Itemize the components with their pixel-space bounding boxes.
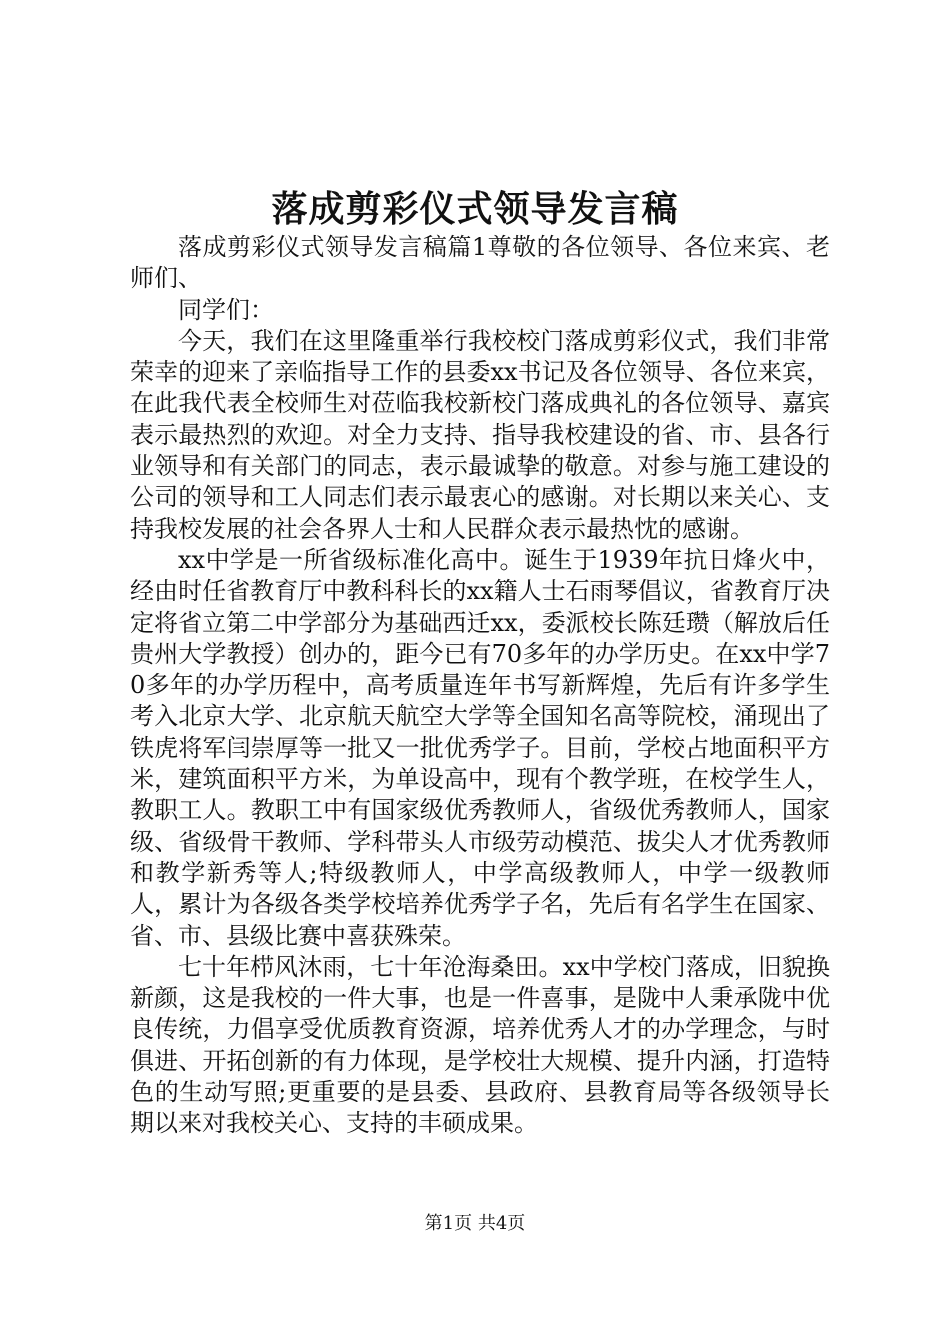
document-body [130, 232, 830, 1140]
paragraph-greeting: 落成剪彩仪式领导发言稿篇1尊敬的各位领导、各位来宾、老师们、 [130, 233, 830, 293]
paragraph-school-history: xx中学是一所省级标准化高中。诞生于1939年抗日烽火中，经由时任省教育厅中教科科长的xx籍人士石雨琴倡议，省教育厅决定将省立第二中学部分为基础西迁xx，委派校长陈廷瓒（解放后任贵州大学教授）创办的，距今已有70多年的办学历史。在xx中学70多年的办学历程中，高考质量连年书写新辉煌，先后有许多学生考入北京大学、北京航天航空大学等全国知名高等院校，涌现出了铁虎将军闫崇厚等一批又一批优秀学子。目前，学校占地面积平方米，建筑面积平方米，为单设高中，现有个教学班，在校学生人，教职工人。教职工中有国家级优秀教师人，省级优秀教师人，国家级、省级骨干教师、学科带头人市级劳动模范、拔尖人才优秀教师和教学新秀等人;特级教师人，中学高级教师人，中学一级教师人，累计为各级各类学校培养优秀学子名，先后有名学生在国家、省、市、县级比赛中喜获殊荣。 [130, 545, 830, 950]
paragraph-welcome: 今天，我们在这里隆重举行我校校门落成剪彩仪式，我们非常荣幸的迎来了亲临指导工作的县委xx书记及各位领导、各位来宾，在此我代表全校师生对莅临我校新校门落成典礼的各位领导、嘉宾表示最热烈的欢迎。对全力支持、指导我校建设的省、市、县各行业领导和有关部门的同志，表示最诚挚的敬意。对参与施工建设的公司的领导和工人同志们表示最衷心的感谢。对长期以来关心、支持我校发展的社会各界人士和人民群众表示最热忱的感谢。 [130, 326, 830, 543]
paragraph-gate-significance: 七十年栉风沐雨，七十年沧海桑田。xx中学校门落成，旧貌换新颜，这是我校的一件大事，也是一件喜事，是陇中人秉承陇中优良传统，力倡享受优质教育资源，培养优秀人才的办学理念，与时俱进、开拓创新的有力体现，是学校壮大规模、提升内涵，打造特色的生动写照;更重要的是县委、县政府、县教育局等各级领导长期以来对我校关心、支持的丰硕成果。 [130, 952, 830, 1138]
paragraph-salutation: 同学们： [178, 295, 274, 324]
page-number-footer: 第1页 共4页 [424, 1213, 526, 1234]
document-title: 落成剪彩仪式领导发言稿 [271, 188, 679, 230]
